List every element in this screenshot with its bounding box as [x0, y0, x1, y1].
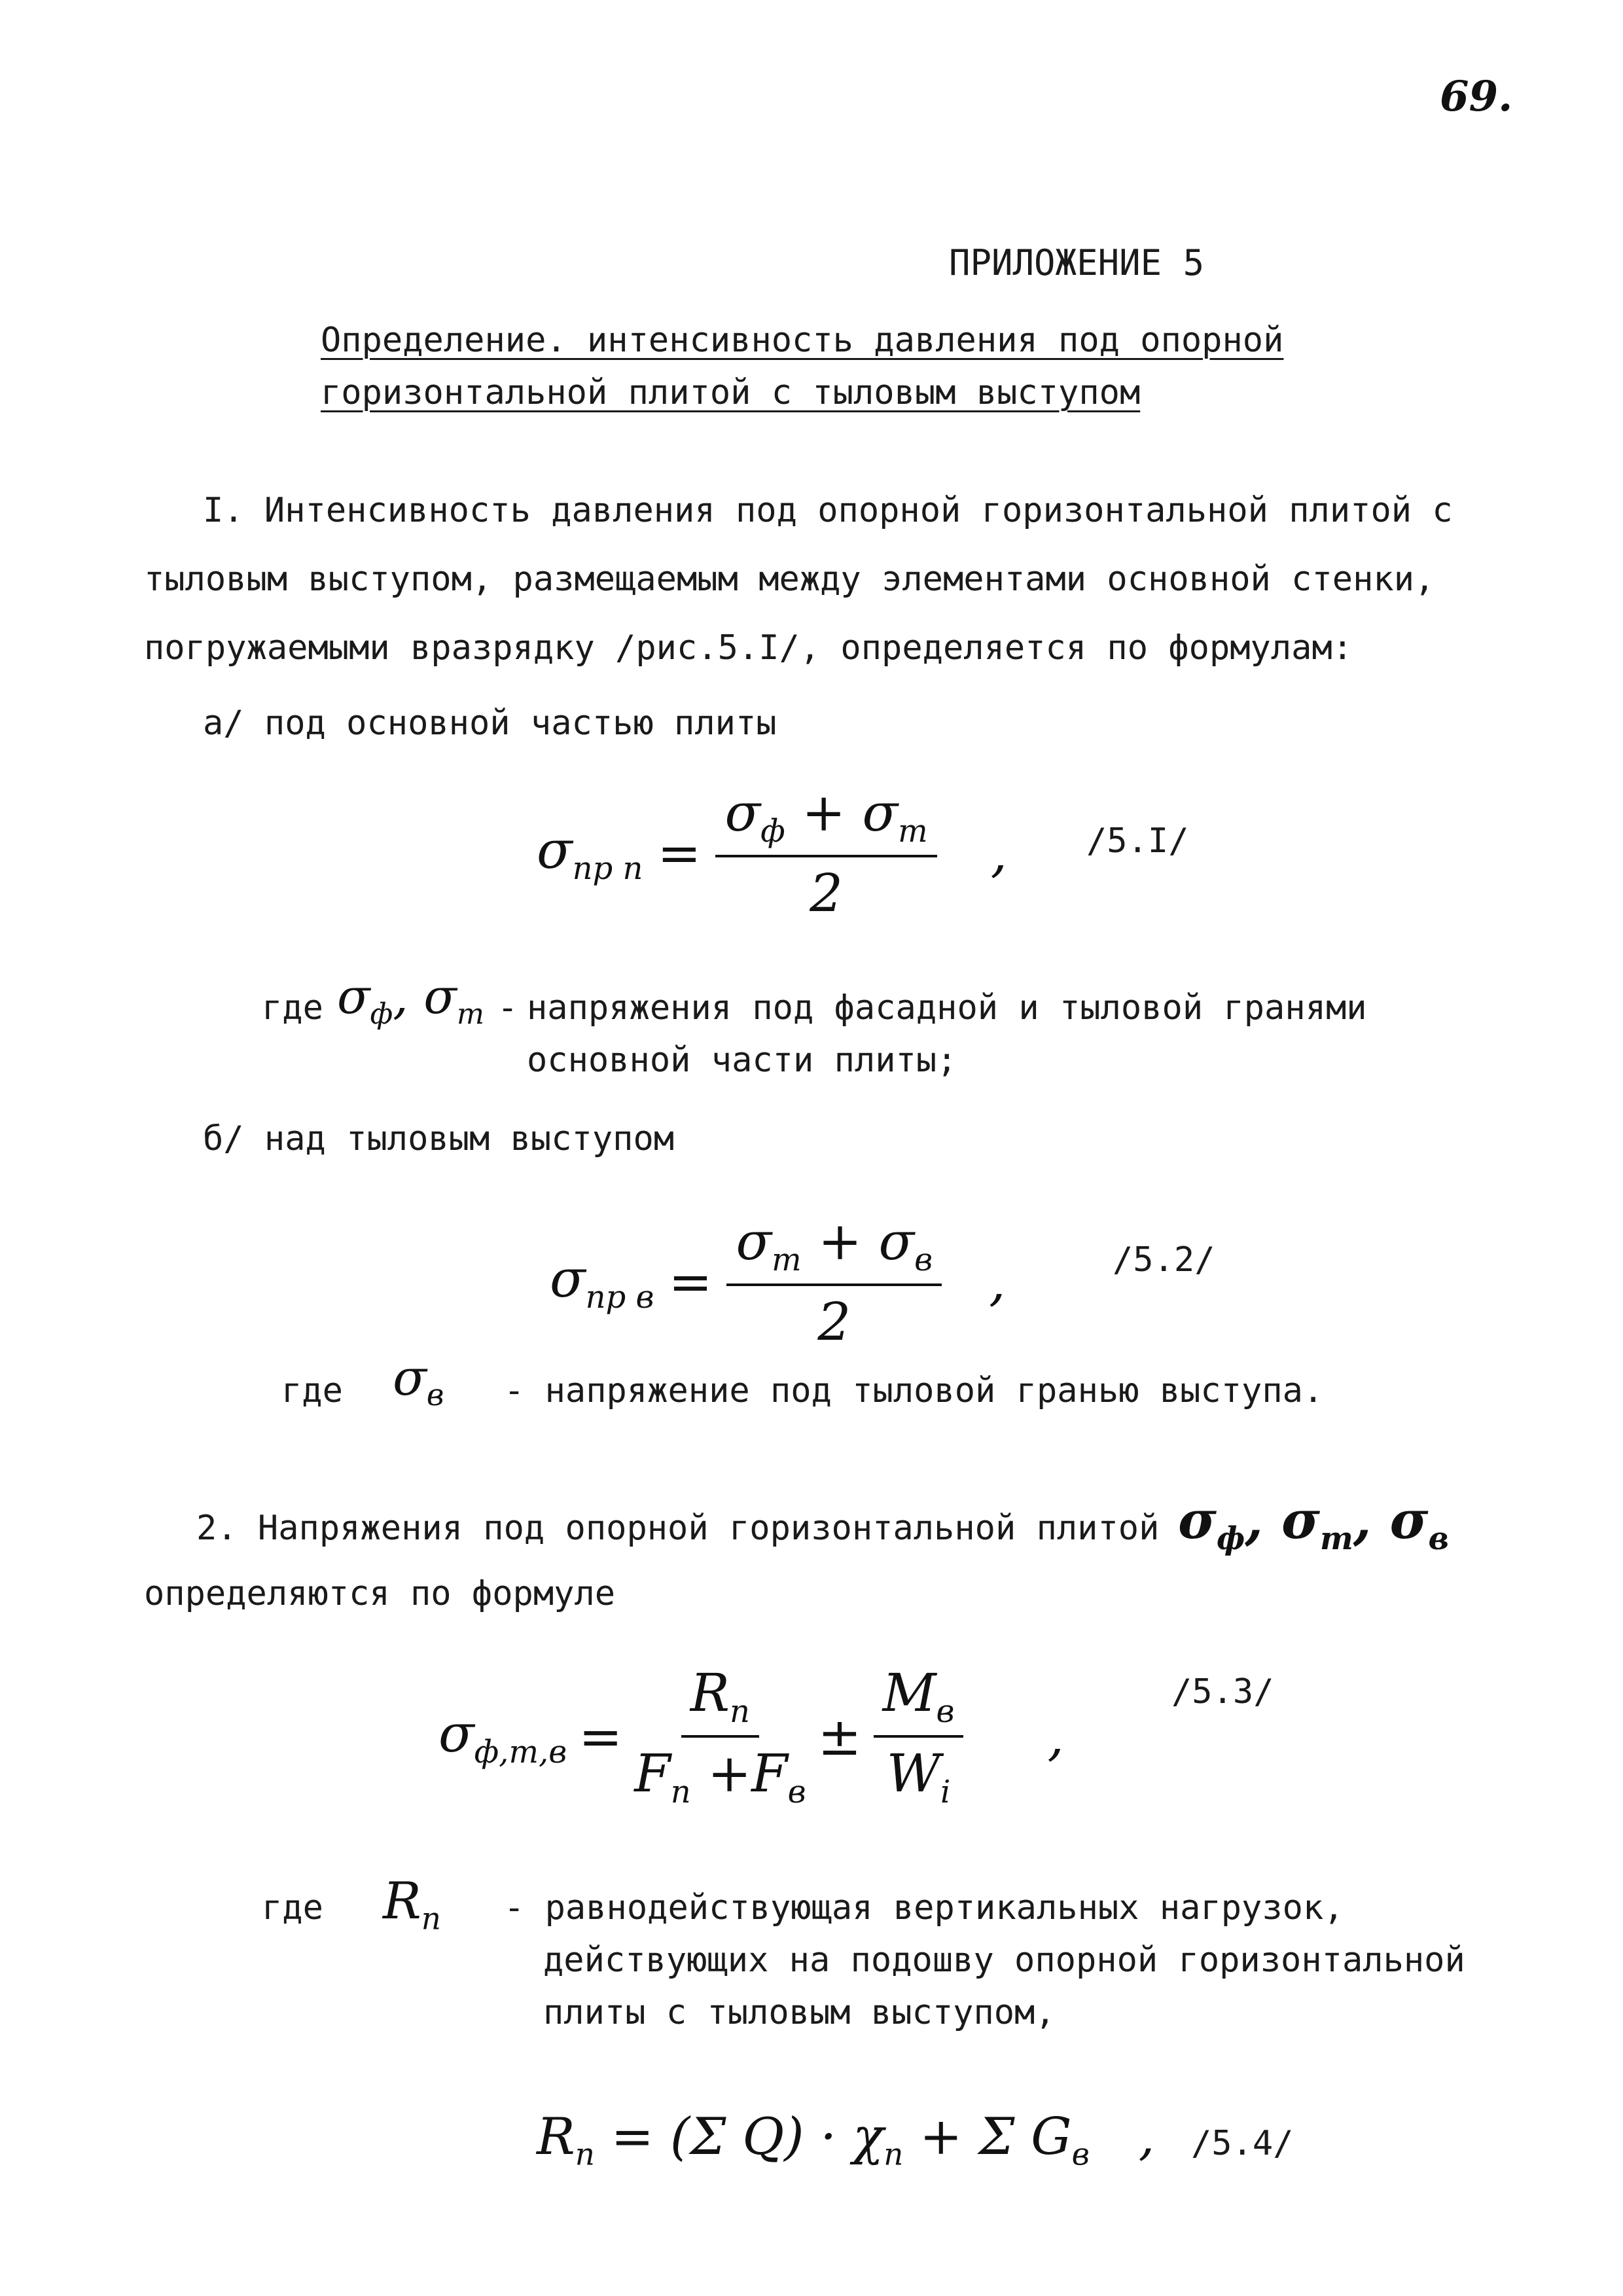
- formula-5-2-ref: /5.2/: [1113, 1240, 1215, 1280]
- formula-5-3-eq: =: [579, 1706, 623, 1767]
- item-b: б/ над тыловым выступом: [203, 1119, 675, 1158]
- where-2-symbol: $\sigma_в$: [393, 1348, 444, 1413]
- item-a: а/ под основной частью плиты: [203, 704, 777, 743]
- formula-5-4: $R_п = (\Sigma$ $Q) \cdot \chi_п + \Sigma$ $G_в$ ,: [537, 2108, 1155, 2173]
- formula-5-2-eq: =: [668, 1251, 713, 1312]
- formula-5-2: [550, 1211, 1006, 1352]
- heading-line-1: Определение. интенсивность давления под опорной: [321, 321, 1284, 360]
- formula-5-3-fraction-2: $\frac{M_в}{W_i}$: [874, 1662, 964, 1810]
- paragraph-2-line-1: 2. Напряжения под опорной горизонтальной плитой: [196, 1509, 1160, 1548]
- paragraph-2-line-2: определяются по формуле: [144, 1574, 616, 1613]
- formula-5-1-eq: =: [657, 822, 702, 884]
- formula-5-1-comma: ,: [990, 822, 1008, 884]
- where-3-symbol: $R_п$: [383, 1872, 441, 1937]
- where-1-text-2: основной части плиты;: [527, 1041, 957, 1080]
- formula-5-3-comma: ,: [1047, 1706, 1064, 1767]
- formula-5-2-fraction: $\frac{\sigma_т + \sigma_в}{2}$: [726, 1211, 942, 1352]
- formula-5-3-ref: /5.3/: [1171, 1672, 1274, 1712]
- formula-5-2-comma: ,: [989, 1251, 1006, 1312]
- where-1-word: где: [262, 988, 323, 1028]
- where-2-word: где: [281, 1371, 343, 1410]
- paragraph-1-line-2: тыловым выступом, размещаемым между элементами основной стенки,: [144, 560, 1435, 599]
- page-number: 69.: [1440, 72, 1513, 121]
- formula-5-3-lhs: $\sigma_{ф,т,в}$: [438, 1702, 567, 1770]
- formula-5-4-ref: /5.4/: [1191, 2124, 1294, 2163]
- where-3-text-2: действующих на подошву опорной горизонтальной: [543, 1941, 1465, 1980]
- formula-5-3-pm: ±: [817, 1706, 862, 1767]
- paragraph-1-line-3: погружаемыми вразрядку /рис.5.I/, определяется по формулам:: [144, 628, 1353, 668]
- where-1-text-1: напряжения под фасадной и тыловой гранями: [527, 988, 1367, 1028]
- formula-5-2-lhs: $\sigma_{пр в}$: [550, 1247, 654, 1316]
- formula-5-1: [537, 782, 1007, 924]
- where-3-word: где: [262, 1888, 323, 1928]
- formula-5-1-lhs: $\sigma_{пр п}$: [537, 819, 643, 887]
- where-1-dash: -: [497, 988, 518, 1028]
- heading-line-2: горизонтальной плитой с тыловым выступом: [321, 373, 1141, 412]
- paragraph-1-line-1: I. Интенсивность давления под опорной горизонтальной плитой с: [203, 491, 1453, 530]
- paragraph-2-symbols: $\sigma_ф$, $\sigma_т$, $\sigma_в$: [1178, 1489, 1449, 1557]
- where-3-text-3: плиты с тыловым выступом,: [543, 1993, 1056, 2032]
- formula-5-1-fraction: $\frac{\sigma_ф + \sigma_т}{2}$: [715, 782, 936, 924]
- formula-5-3: [438, 1662, 1064, 1810]
- appendix-title: ПРИЛОЖЕНИЕ 5: [949, 242, 1205, 283]
- formula-5-3-fraction-1: $\frac{R_п}{F_п +F_в}$: [634, 1662, 806, 1810]
- where-3-text-1: - равнодействующая вертикальных нагрузок,: [504, 1888, 1344, 1928]
- formula-5-1-ref: /5.I/: [1086, 821, 1189, 861]
- where-1-symbols: $\sigma_ф$, $\sigma_т$: [337, 969, 484, 1031]
- where-2-text: - напряжение под тыловой гранью выступа.: [504, 1371, 1324, 1410]
